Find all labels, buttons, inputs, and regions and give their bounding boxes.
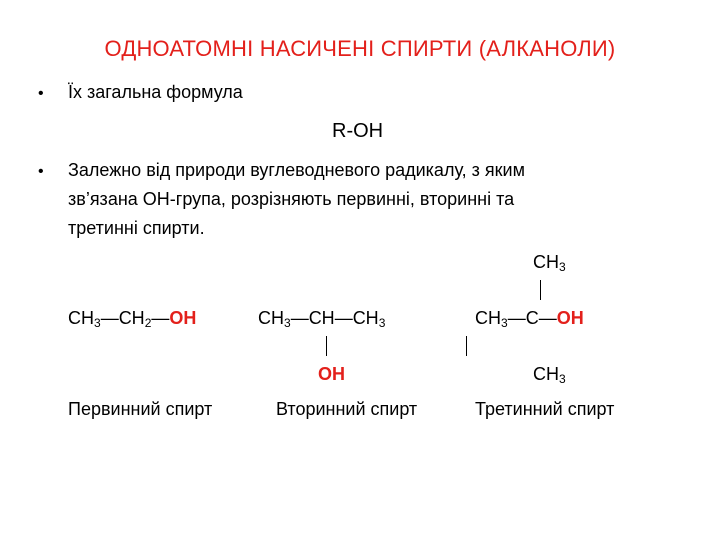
- ch-group: CH: [352, 308, 379, 328]
- bond: —: [507, 308, 526, 328]
- subscript: 3: [501, 316, 508, 330]
- ch-group: CH: [475, 308, 501, 328]
- bullet-text-2-line-3: третинні спирти.: [68, 218, 205, 238]
- primary-alcohol-formula: [68, 308, 196, 329]
- tertiary-alcohol-formula: [475, 308, 584, 329]
- ch-group: CH: [533, 364, 559, 384]
- ch-group: CH: [68, 308, 94, 328]
- tertiary-bottom-vertical-bond: [466, 336, 467, 356]
- subscript: 2: [144, 316, 152, 330]
- bond: —: [100, 308, 119, 328]
- caption-secondary: Вторинний спирт: [276, 399, 418, 419]
- bullet-text-2-line-2: зв’язана ОН-група, розрізняють первинні, вторинні та: [68, 189, 515, 209]
- subscript: 3: [378, 316, 386, 330]
- subscript: 3: [284, 316, 291, 330]
- oh-group: OH: [169, 308, 197, 328]
- tertiary-top-methyl: [533, 252, 566, 273]
- bullet-dot-2: •: [38, 163, 44, 180]
- general-formula: R-OH: [332, 120, 384, 142]
- ch-group: CH: [533, 252, 559, 272]
- secondary-alcohol-formula: [258, 308, 385, 329]
- subscript: 3: [94, 316, 101, 330]
- secondary-oh-group: OH: [318, 364, 345, 384]
- subscript: 3: [559, 372, 566, 386]
- secondary-vertical-bond: [326, 336, 327, 356]
- carbon-atom: C: [525, 308, 539, 328]
- slide-title: ОДНОАТОМНІ НАСИЧЕНІ СПИРТИ (АЛКАНОЛИ): [104, 36, 616, 61]
- caption-tertiary: Третинний спирт: [475, 399, 615, 419]
- bullet-text-1: Їх загальна формула: [68, 82, 243, 102]
- tertiary-bottom-methyl: [533, 364, 566, 385]
- oh-group: OH: [556, 308, 584, 328]
- bullet-dot-1: •: [38, 85, 44, 102]
- tertiary-top-vertical-bond: [540, 280, 541, 300]
- bullet-text-2-line-1: Залежно від природи вуглеводневого радикалу, з яким: [68, 160, 525, 180]
- caption-primary: Первинний спирт: [68, 399, 213, 419]
- ch-group: CH: [118, 308, 145, 328]
- bond: —: [334, 308, 353, 328]
- ch-group: CH: [258, 308, 284, 328]
- ch-group: CH: [308, 308, 335, 328]
- subscript: 3: [559, 260, 566, 274]
- bond: —: [151, 308, 170, 328]
- bond: —: [290, 308, 309, 328]
- bond: —: [538, 308, 557, 328]
